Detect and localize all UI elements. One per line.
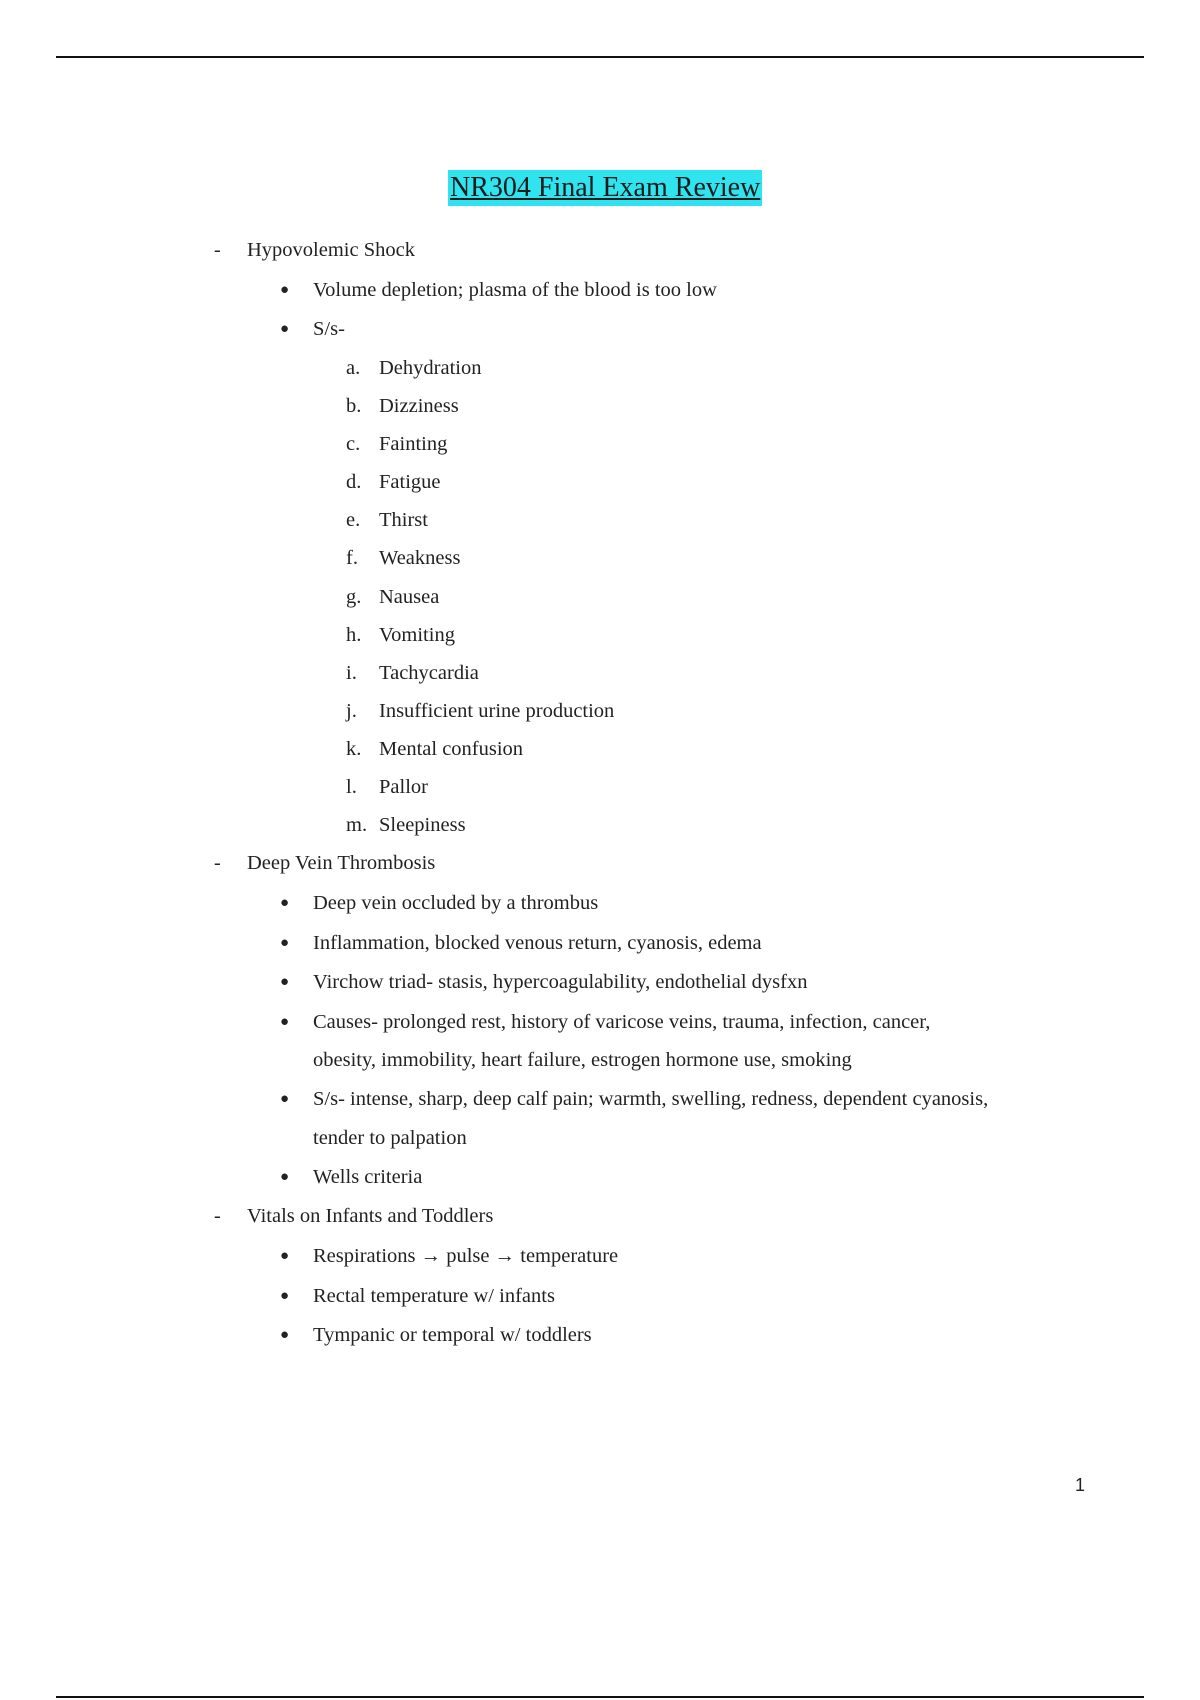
list-label: d. [346,471,362,493]
bullet-text: Virchow triad- stasis, hypercoagulability, endothelial dysfxn [313,971,808,993]
list-label: h. [346,624,362,646]
document-title: NR304 Final Exam Review [448,170,762,206]
bullet-text: Causes- prolonged rest, history of varicose veins, trauma, infection, cancer, [313,1011,931,1033]
bullet-text: Volume depletion; plasma of the blood is too low [313,279,717,301]
bullet-icon: ● [280,1169,290,1185]
list-label: j. [346,700,357,722]
section-marker: - [214,1205,221,1227]
list-item: Mental confusion [379,738,524,760]
list-item: Thirst [379,509,428,531]
list-item: Pallor [379,776,428,798]
page-number: 1 [1075,1475,1086,1495]
list-item: Tachycardia [379,662,479,684]
list-label: m. [346,814,368,836]
list-item: Dehydration [379,357,482,379]
list-item: Vomiting [379,624,455,646]
bullet-icon: ● [280,282,290,298]
bullet-icon: ● [280,1327,290,1343]
bullet-icon: ● [280,895,290,911]
bullet-icon: ● [280,1014,290,1030]
list-label: e. [346,509,361,531]
bullet-text: Rectal temperature w/ infants [313,1285,555,1307]
bullet-icon: ● [280,935,290,951]
bullet-text: S/s- intense, sharp, deep calf pain; warmth, swelling, redness, dependent cyanosis, [313,1088,989,1110]
bullet-text: S/s- [313,318,345,340]
list-label: c. [346,433,361,455]
bullet-icon: ● [280,1091,290,1107]
list-label: a. [346,357,361,379]
bullet-text: Wells criteria [313,1166,423,1188]
list-label: i. [346,662,357,684]
bullet-text: Deep vein occluded by a thrombus [313,892,599,914]
list-label: g. [346,586,362,608]
list-item: Sleepiness [379,814,466,836]
bottom-rule [56,1696,1144,1698]
bullet-icon: ● [280,1248,290,1264]
section-marker: - [214,852,221,874]
list-label: l. [346,776,357,798]
bullet-icon: ● [280,321,290,337]
list-label: f. [346,547,358,569]
list-item: Insufficient urine production [379,700,615,722]
list-item: Nausea [379,586,440,608]
section-heading: Vitals on Infants and Toddlers [247,1205,494,1227]
bullet-text-continued: tender to palpation [313,1127,467,1149]
list-item: Weakness [379,547,461,569]
bullet-icon: ● [280,1288,290,1304]
bullet-text: Tympanic or temporal w/ toddlers [313,1324,592,1346]
list-label: b. [346,395,362,417]
bullet-text: Respirations → pulse → temperature [313,1245,619,1267]
list-label: k. [346,738,362,760]
top-rule [56,56,1144,58]
list-item: Fatigue [379,471,441,493]
section-marker: - [214,239,221,261]
bullet-text-continued: obesity, immobility, heart failure, estrogen hormone use, smoking [313,1049,852,1071]
bullet-text: Inflammation, blocked venous return, cyanosis, edema [313,932,762,954]
bullet-icon: ● [280,974,290,990]
list-item: Fainting [379,433,448,455]
section-heading: Hypovolemic Shock [247,239,415,261]
list-item: Dizziness [379,395,459,417]
section-heading: Deep Vein Thrombosis [247,852,436,874]
